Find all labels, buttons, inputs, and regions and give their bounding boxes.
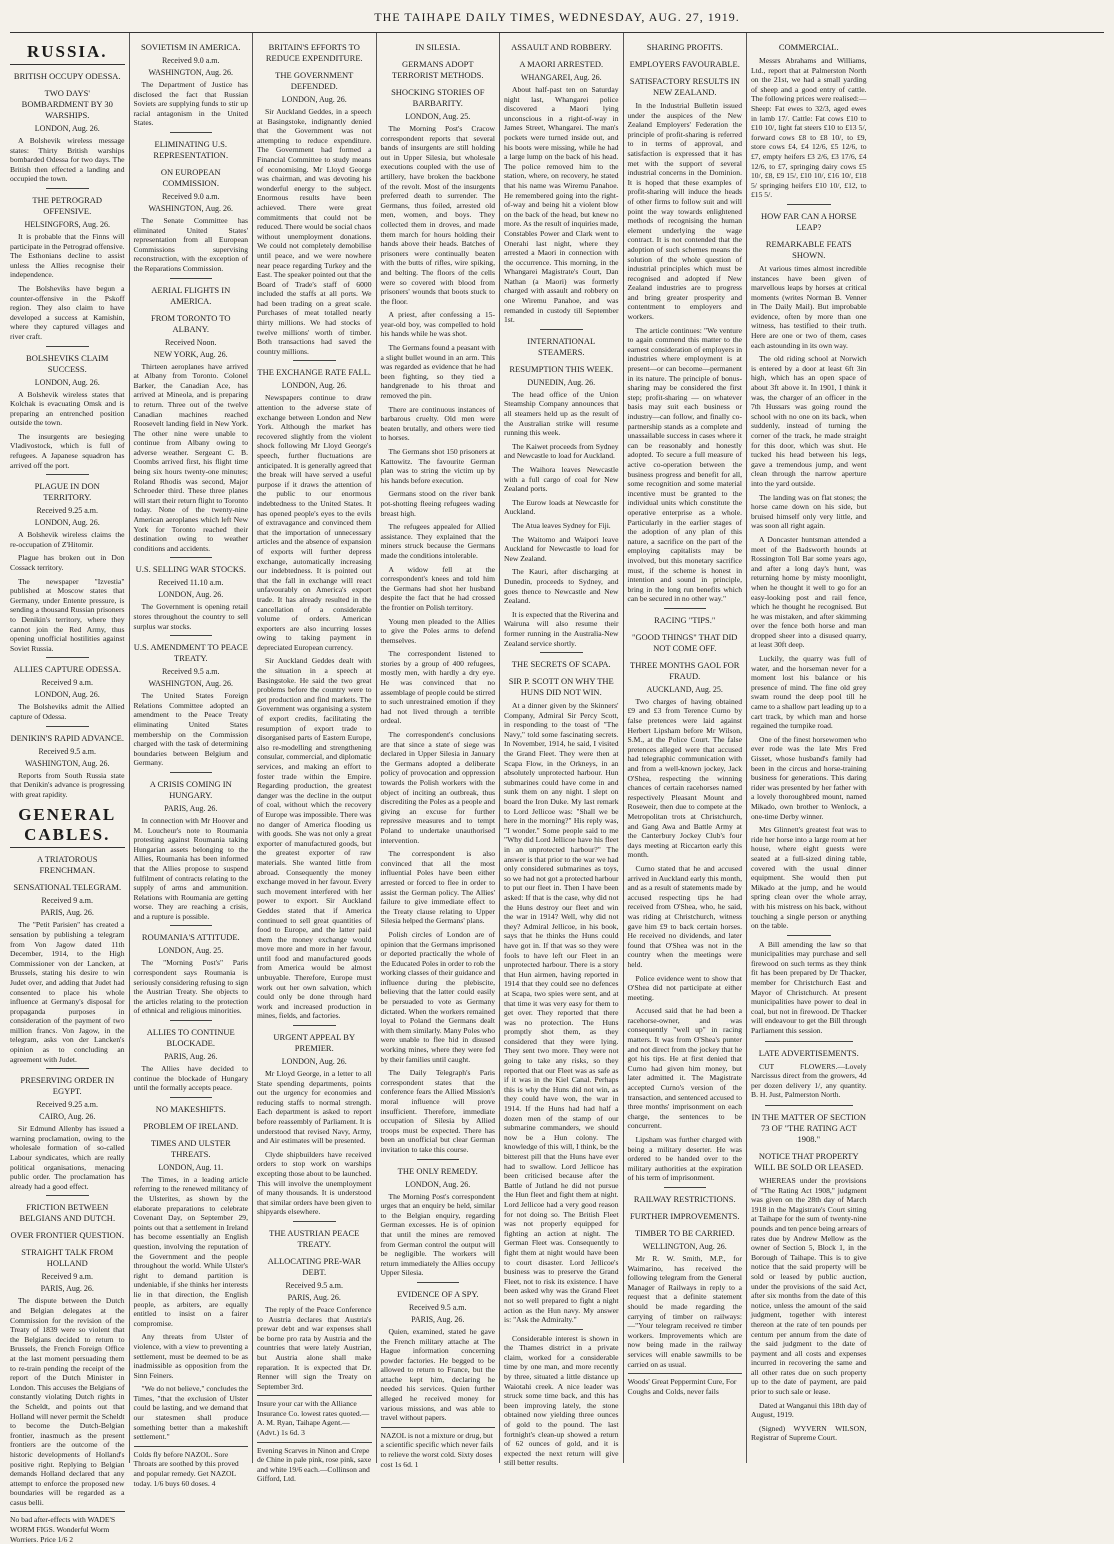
article-text: Mr R. W. Smith, M.P., for Waimarino, has received the following telegram from the General Manager of Railways in reply to a request that a definite statement should be made regarding the carrying of timber on railways: —"Your telegram received re timber workers. Improvements which are now being made in the railway services will enable sawmills to be carried on as usual.: [627, 1253, 742, 1369]
advertisement: Insure your car with the Alliance Insurance Co. lowest rates quoted.—A. M. Ryan, Taihape Agent.—(Advt.) 1s 6d. 3: [257, 1395, 372, 1437]
article-text: A Bill amending the law so that municipalities may purchase and sell firewood on such terms as they think fit has been prepared by Dr Thacker, member for Christchurch East and Mayor of Christchurch. At present municipalities have power to deal in coal, but not in firewood. Dr Thacker will endeavour to get the Bill through Parliament this session.: [751, 939, 867, 1036]
divider: [170, 278, 213, 279]
article-text: A Bolshevik wireless claims the re-occupation of Z'Hitomir.: [10, 530, 125, 549]
article-text: Any threats from Ulster of violence, with a view to preventing a settlement, must be deemed to be as inadmissible as opposition from the Sinn Feiners.: [133, 1332, 248, 1380]
article-text: Sir Auckland Geddes dealt with the situation in a speech at Basingstoke. He said the two great problems before the country were to get production and find markets. The Government was organising a system of export credits, facilitating the resumption of export trade to disorganised parts of Eastern Europe, also re-modelling and strengthening consular, commercial, and diplomatic services, and making an effort to foster trade within the Empire. Regarding production, the greatest danger was the decline in the output of coal, without which the recovery of Europe was impossible. There was no danger of America flooding us with goods. She was not only a great exporter of manufactured goods, but the greatest exporter of raw materials. She wanted little from abroad. Consequently the money exchange moved in her favour. Every such movement interfered with her power to export. Sir Auckland Geddes stated that if America continued to sell great quantities of food to Europe, and the latter paid them the money exchange would move more and more in her favour, until food and manufactured goods from America would be almost unbuyable. Therefore, Europe must work out her own salvation, which could only be done through hard work and increased production in mines, fields, and factories.: [257, 656, 372, 1021]
article-text: A Doncaster huntsman attended a meet of the Badsworth hounds at Rossington Toll Bar some years ago, and after a long day's hunt, was returning home by misty moonlight, when he thought it well to go for an easy-looking post and rail fence, which he thought he recognised. But he was mistaken, and after skimming over the fence both horse and man dropped sheer into a disused quarry, at least 30ft deep.: [751, 534, 867, 650]
subheadline: RESUMPTION THIS WEEK.: [509, 363, 614, 374]
divider: [664, 608, 707, 609]
subheadline: THE GOVERNMENT DEFENDED.: [275, 70, 354, 91]
dateline: LONDON, Aug. 25.: [158, 946, 224, 956]
dateline: PARIS, Aug. 26.: [164, 803, 218, 813]
article-text: Mr Lloyd George, in a letter to all State spending departments, points out the urgency for economies and reducing staffs to normal strength. Each department is asked to report before reassembly of Parliament. It is understood that revised Navy, Army, and Air estimates will be presented.: [257, 1069, 372, 1146]
article-text: Sir Edmund Allenby has issued a warning proclamation, owing to the wholesale formation of so-called Labour syndicates, which are really political organisations, menacing public order. The proclamation has already had a good effect.: [10, 1124, 125, 1191]
article-text: The reply of the Peace Conference to Austria declares that Austria's prewar debt and war expenses shall be borne pro rata by Austria and the countries that were lately Austrian, but Austria alone shall make reparation. It is expected that Dr. Renner will sign the Treaty on September 3rd.: [257, 1304, 372, 1391]
subheadline: FURTHER IMPROVEMENTS.: [629, 1210, 740, 1221]
dateline: LONDON, Aug. 26.: [34, 518, 100, 528]
advertisement: Woods' Great Peppermint Cure, For Coughs and Colds, never fails: [628, 1373, 743, 1396]
dateline: PARIS, Aug. 26.: [40, 1284, 94, 1294]
article-text: Young men pleaded to the Allies to give the Poles arms to defend themselves.: [380, 616, 495, 645]
divider: [170, 772, 213, 773]
headline: ROUMANIA'S ATTITUDE.: [141, 932, 240, 943]
subheadline: EMPLOYERS FAVOURABLE.: [629, 59, 740, 69]
article-text: The United States Foreign Relations Committee adopted an amendment to the Peace Treaty eliminating United States membership on the Commission charged with the task of determining boundaries between Belgium and Germany.: [133, 691, 248, 768]
subheadline: SIR P. SCOTT ON WHY THE HUNS DID NOT WIN.: [508, 676, 614, 698]
article-text: One of the finest horsewomen who ever rode was the late Mrs Fred Gisset, whose husband's family had been in the circus and horse-training business for generations. This daring rider was presented by her father with a lovely thoroughbred mount, named Mikado, own brother to Wenlock, a one-time Derby winner.: [751, 734, 867, 821]
received-time: Received 9.5 a.m.: [408, 1302, 467, 1312]
divider: [46, 1068, 89, 1069]
article-text: It is probable that the Finns will participate in the Petrograd offensive. The Esthonians decline to assist unless the Allies recognise their independence.: [10, 231, 125, 280]
headline: ELIMINATING U.S. REPRESENTATION.: [153, 138, 229, 160]
article-text: The Bolsheviks have begun a counter-offensive in the Pskoff region. They also claim to have developed a success at Kamishin, where they captured villages and river craft.: [10, 283, 125, 341]
received-time: Received 9.0 a.m.: [161, 56, 220, 65]
legal-notice-signature: (Signed) WYVERN WILSON, Registrar of Supreme Court.: [751, 1423, 867, 1443]
dateline: WASHINGTON, Aug. 26.: [148, 203, 234, 213]
article-text: Plague has broken out in Don Cossack territory.: [10, 553, 125, 573]
column-5: [500, 33, 624, 1468]
divider: [765, 1041, 853, 1042]
divider: [417, 1159, 460, 1160]
column-grid: [6, 33, 1108, 1544]
article-text: Police evidence went to show that O'Shea did not participate at either meeting.: [627, 973, 742, 1002]
dateline: AUCKLAND, Aug. 25.: [646, 684, 723, 694]
article-text: Clyde shipbuilders have received orders to stop work on warships excepting those about to be launched. This will involve the unemployment of many thousands. It is understood that similar orders have been given to shipyards elsewhere.: [257, 1149, 372, 1217]
article-text: The Kaiwet proceeds from Sydney and Newcastle to load for Auckland.: [504, 441, 619, 461]
subheadline: PROBLEM OF IRELAND.: [143, 1120, 239, 1131]
divider: [540, 652, 583, 653]
article-text: Messrs Abrahams and Williams, Ltd., report that at Palmerston North on the 21st, we had a small yarding of sheep and a good entry of cattle. The following prices were realised:—Sheep: Fat ewes to 32/3, aged ewes in lamb 17/. Cattle: Fat cows £10 to £10 10/, light fat steers £10 to £13 5/, forward cows £8 to £8 10/, to £9, store cows £4, £4 12/6, £5 12/6, to £7, empty heifers £3 2/6, £3 17/6, £4 12/6, to £7, springing dairy cows £5 10/, £8, £9 15/, £10 10/, £16 10/, £18 5/ springing heifers £10 10/, £12, to £15 5/.: [751, 56, 867, 200]
headline: URGENT APPEAL BY PREMIER.: [273, 1032, 356, 1054]
dateline: LONDON, Aug. 11.: [158, 1162, 224, 1172]
subheadline: NOTICE THAT PROPERTY WILL BE SOLD OR LEASED.: [754, 1151, 864, 1172]
dateline: PARIS, Aug. 26.: [164, 1052, 218, 1062]
article-text: Two charges of having obtained £9 and £3 from Terence Curno by false pretences were laid against Herbert Lipsham before Mr Wilson, S.M., at the Police Court. The false pretences alleged were that accused had telegraphic communication with and from a well-known jockey, Jack O'Shea, respecting the winning chances of certain racehorses named respectively Pleasant Mount and Roseweir, then due to compete at the Metropolitan trots at Christchurch, and Gang Awa and Battle Army at the Canterbury Jockey Club's four days meeting at Riccarton early this month.: [627, 696, 742, 860]
divider: [664, 1187, 707, 1188]
article-text: Sir Auckland Geddes, in a speech at Basingstoke, indignantly denied that the Government was not attempting to reduce expenditure. The Government had formed a Financial Committee to study means of economising. Mr Lloyd George was chairman, and was devoting his wonderful energy to the subject. Enormous results have been achieved. There were great commitments that could not be reduced. There would be social chaos without unemployment donations. We could not completely demobilise until peace, and we were nowhere near peace regarding Turkey and the East. The speaker pointed out that the Board of Trade's staff of 6000 included the staffs at all ports. We had been trading on a great scale. Purchases of meat totalled nearly thirty millions. We had stocks of twelve millions' worth of timber. Both transactions had saved the country millions.: [257, 107, 372, 356]
article-text: The Eurow loads at Newcastle for Auckland.: [504, 497, 619, 517]
column-6: [624, 33, 748, 1463]
subheadline: ON EUROPEAN COMMISSION.: [160, 166, 221, 188]
dateline: DUNEDIN, Aug. 26.: [527, 377, 596, 387]
article-text: The insurgents are besieging Vladivostock, which is full of refugees. A Japanese squadron has arrived off the port.: [10, 431, 125, 470]
dateline: LONDON, Aug. 26.: [34, 690, 100, 700]
headline: HOW FAR CAN A HORSE LEAP?: [760, 210, 857, 232]
headline: RACING "TIPS.": [654, 614, 716, 625]
article-text: Lipsham was further charged with being a military deserter. He was ordered to be handed over to the military authorities at the expiration of his term of imprisonment.: [627, 1135, 742, 1183]
divider: [170, 557, 213, 558]
divider: [46, 188, 89, 189]
divider: [787, 935, 831, 936]
dateline: WHANGAREI, Aug. 26.: [520, 73, 602, 82]
dateline: WASHINGTON, Aug. 26.: [148, 679, 234, 689]
divider: [46, 1195, 89, 1196]
headline: COMMERCIAL.: [778, 42, 839, 52]
dateline: WELLINGTON, Aug. 26.: [642, 1241, 727, 1251]
article-text: The Atua leaves Sydney for Fiji.: [512, 520, 611, 530]
article-text: A widow fell at the correspondent's knees and told him the Germans had shot her husband despite the fact that he had crossed the frontier on Polish territory.: [380, 564, 495, 612]
headline: THE PETROGRAD OFFENSIVE.: [32, 194, 103, 216]
divider: [46, 726, 89, 727]
headline: ALLIES TO CONTINUE BLOCKADE.: [146, 1027, 235, 1049]
article-text: The Allies have decided to continue the blockade of Hungary until the formally accepts peace.: [133, 1064, 248, 1093]
article-text: The newspaper "Izvestia" published at Moscow states that Germany, under Entente pressure, is sending a thousand Russian prisoners to Denikin's territory, where they cannot join the Red Army, thus opening unofficial hostilities against Soviet Russia.: [10, 576, 125, 653]
article-text: A Bolshevik wireless states that Kolchak is evacuating Omsk and is preparing an entrenched position outside the town.: [10, 389, 125, 428]
headline: BOLSHEVIKS CLAIM SUCCESS.: [26, 352, 109, 374]
headline: U.S. AMENDMENT TO PEACE TREATY.: [133, 642, 248, 664]
received-time: Received 9 a.m.: [41, 1272, 94, 1282]
advertisement: NAZOL is not a mixture or drug, but a scientific specific which never fails to relieve the worst cold. Sixty doses cost 1s 6d. 1: [381, 1427, 496, 1469]
subheadline: TWO DAYS' BOMBARDMENT BY 30 WARSHIPS.: [21, 88, 113, 120]
article-text: The "Morning Post's" Paris correspondent says Roumania is seriously considering refusing to sign the Austrian Treaty. She objects to the articles relating to the protection of ethnical and religious minorities.: [133, 958, 248, 1016]
column-2: [130, 33, 254, 1488]
headline: IN SILESIA.: [415, 42, 461, 52]
dateline: LONDON, Aug. 26.: [158, 590, 224, 600]
article-text: About half-past ten on Saturday night last, Whangarei police discovered a Maori lying unconscious in a right-of-way in James Street, Whangarei. The man's pockets were turned inside out, and his boots were missing, while he had a large lump on the back of his head. The police removed him to the station, where, on recovery, he stated that his name was Wiremu Panahoe. He remembered going into the right-of-way and being hit a violent blow on the back of the head, but knew no more. As the result of inquiries made, Constables Power and Clark went to Onerahi last night, where they arrested a Maori in connection with the occurrence. This morning, in the Whangarei Magistrate's Court, Dan Nathan (a Maori) was formerly charged with assault and robbery on one Wiremu Panahoe, and was remanded in custody till September 1st.: [504, 85, 619, 325]
dateline: PARIS, Aug. 26.: [287, 1292, 341, 1302]
headline: A TRIATOROUS FRENCHMAN.: [37, 854, 98, 876]
divider: [765, 1105, 853, 1106]
article-text: The Senate Committee has eliminated United States' representation from all European Commissions supervising reconstruction, with the exception of the Reparations Commission.: [133, 215, 248, 273]
received-time: Received 9.5 a.m.: [38, 746, 97, 756]
headline: THE SECRETS OF SCAPA.: [511, 659, 611, 670]
headline: THE EXCHANGE RATE FALL.: [257, 367, 372, 378]
section-heading-russia: RUSSIA.: [10, 42, 125, 65]
divider: [787, 204, 831, 205]
headline: U.S. SELLING WAR STOCKS.: [135, 564, 246, 575]
article-text: In the Industrial Bulletin issued under the auspices of the New Zealand Employers' Federation the principle of profit-sharing is referred to in terms of approval, and satisfaction is expressed that it has met with the support of several industrial concerns in the Dominion. It is hoped that these examples of profit-sharing will induce the heads of other firms to follow suit and will point the way towards enlightened methods of recognising the human element underlying the wage contract. It is not contended that the adoption of such schemes means the solution of the whole question of industrial principles which must be recognised and adopted if New Zealand industries are to progress and bring greater prosperity and contentment to employers and workers.: [627, 101, 742, 322]
article-text: The Government is opening retail stores throughout the country to sell surplus war stocks.: [133, 602, 248, 631]
dateline: WASHINGTON, Aug. 26.: [148, 68, 234, 77]
article-text: The Kauri, after discharging at Dunedin, proceeds to Sydney, and goes thence to Newcastle and New Zealand.: [504, 567, 619, 606]
article-text: The dispute between the Dutch and Belgian delegates at the Commission for the revision of the Treaty of 1839 were so violent that the Belgians decided to return to Brussels, the French Foreign Office at the last moment persuading them to re-train pending the receipt of the report of the Dutch Minister in London. This accuses the Belgians of constantly violating Dutch rights in the Scheldt, and points out that Holland will never permit the Scheldt to become the Dutch-Belgian frontier, inasmuch as the present frontiers are the outcome of the historic developments of Holland's positive right. Replying to Belgian demands Holland declared that any attempt to enforce the proposed new boundaries will be regarded as a casus belli.: [10, 1296, 125, 1507]
dateline: CAIRO, Aug. 26.: [39, 1112, 96, 1122]
article-text: The landing was on flat stones; the horse came down on his side, but bruised himself only very little, and was soon all right again.: [751, 492, 867, 531]
subheadline: SATISFACTORY RESULTS IN NEW ZEALAND.: [629, 76, 740, 97]
legal-notice-date: Dated at Wanganui this 18th day of August, 1919.: [751, 1400, 867, 1420]
received-time: Received 9 a.m.: [41, 678, 94, 688]
article-text: There are continuous instances of barbarous cruelty. Old men were beaten brutally, and others were tied to horses.: [380, 404, 495, 443]
divider: [540, 329, 583, 330]
article-text: The Germans shot 150 prisoners at Kattowitz. The favourite German plan was to string the victim up by his hands before execution.: [380, 447, 495, 485]
subheadline: OVER FRONTIER QUESTION.: [10, 1230, 125, 1241]
subheadline: STRAIGHT TALK FROM HOLLAND: [21, 1247, 114, 1269]
headline: IN THE MATTER OF SECTION 73 OF "THE RATING ACT 1908.": [751, 1112, 867, 1144]
advertisement: No bad after-effects with WADE'S WORM FIGS. Wonderful Worm Worriers. Price 1/6 2: [10, 1511, 125, 1544]
advertisement: Evening Scarves in Ninon and Crepe de Chine in pale pink, rose pink, saxe and white 19/6 each.—Collinson and Gifford, Ltd.: [257, 1442, 372, 1484]
article-text: The Department of Justice has disclosed the fact that Russian Soviets are supplying funds to stir up racial antagonism in the United States.: [133, 80, 248, 128]
article-text: The article continues: "We venture to again commend this matter to the earnest consideration of employers in industries where employment is at present—or can become—permanent in its nature. The principle of bonus-sharing may be considered the first step; profit-sharing — on whatever basis may suit each business or industry—can follow, and finally co-partnership stands as a complete and unassailable success in cases where it can be reasonably and honestly adopted. To secure a full measure of active co-operation between the business progress and benefit for all, some recognition and some material incentive must be granted to the individual units which constitute the operative enterprise as a whole. Particularly in the earlier stages of the adoption of any plan of this nature, a sacrifice on the part of the employing capitalists may be involved, but this monetary sacrifice must, if the scheme is honest in intention and sound in principle, bring in the long run benefits which can be secured in no other way.": [627, 325, 742, 604]
headline: THE AUSTRIAN PEACE TREATY.: [269, 1227, 360, 1249]
divider: [417, 1282, 460, 1283]
legal-notice-text: WHEREAS under the provisions of "The Rating Act 1908," judgment was given on the 28th day of March 1918 in the Magistrate's Court sitting at Taihape for the sum of twenty-nine pounds and ten pence being arrears of rates due by Andrew Mellow as the owner of Section 5, Block 1, in the Borough of Taihape. This is to give notice that the said property will be sold or leased by public auction, under the provisions of the said Act, after six months from the date of this notice, unless the amount of the said judgment, together with interest thereon at the rate of ten pounds per centum per annum from the date of the said judgment to the date of payment and all costs and expenses incurred in recovering the same and all other rates due on such property up to the date of payment, are paid prior to such sale or lease.: [751, 1176, 867, 1397]
headline: AERIAL FLIGHTS IN AMERICA.: [151, 284, 231, 306]
article-text: Thirteen aeroplanes have arrived at Albany from Toronto. Colonel Barker, the Canadian Ace, has arrived at Mineola, and is preparing to return. Three out of the twelve Canadian machines reached Roosevelt landing field in New York. The other nine were unable to continue from Albany owing to adverse weather. Sergeant C. B. Coombs arrived first, his flight time being six hours twenty-one minutes; Roland Rhodis was second, Major Schroeder third. These three planes will start their return flight to Toronto today. None of the twenty-nine American aeroplanes which left New York for Toronto reached their destination owing to weather conditions and accidents.: [133, 361, 248, 553]
headline: RAILWAY RESTRICTIONS.: [633, 1193, 736, 1204]
headline: BRITAIN'S EFFORTS TO REDUCE EXPENDITURE.: [265, 42, 363, 63]
headline: PRESERVING ORDER IN EGYPT.: [20, 1075, 115, 1097]
article-text: The Times, in a leading article referring to the renewed militancy of the Ulsterites, as shown by the elaborate preparations to celebrate Covenant Day, on September 29, points out that a settlement in Ireland has become essentially an English question, involving the reputation of the Government and the people throughout the world. While Ulster's right to demand partition is undeniable, if she thinks her interests lie in that direction, the English people, as arbiters, are equally entitled to insist on a fairer compromise.: [133, 1174, 248, 1328]
article-text: Curno stated that he and accused arrived in Auckland early this month, and as a result of statements made by accused respecting tips he had received from O'Shea, who, he said, was riding at Christchurch, witness gave him £9 to back certain horses. He received no dividends, and later found that O'Shea was not in the country when the meetings were held.: [627, 863, 742, 969]
dateline: LONDON, Aug. 26.: [34, 377, 100, 387]
received-time: Received 9.5 a.m.: [161, 667, 220, 677]
article-text: The correspondent's conclusions are that since a state of siege was declared in Upper Silesia in January the Germans adopted a deliberate policy of provocation and oppression towards the Polish workers with the object of inciting an outbreak, thus discrediting the Poles as a people and giving an excuse for further repressive measures and to tempt Poland to undertake unauthorised intervention.: [380, 730, 495, 845]
subheadline: GERMANS ADOPT TERRORIST METHODS.: [392, 59, 484, 80]
article-text: The correspondent is also convinced that all the most influential Poles have been either arrested or forced to flee in order to assist the German policy. The Allies' failure to give immediate effect to the Treaty clause relating to Upper Silesia helped the Germans' plans.: [380, 849, 495, 926]
article-text: A priest, after confessing a 15-year-old boy, was compelled to hold his hands while he was shot.: [380, 310, 495, 339]
subheadline: THREE MONTHS GAOL FOR FRAUD.: [630, 659, 740, 681]
article-text: Mrs Glinnett's greatest feat was to ride her horse into a large room at her house, where eight guests were seated at a full-sized dining table, covered with the usual dinner equipment. She would then put Mikado at the jump, and he would spring clean over the whole array, with his mistress on his back, without touching a single person or anything on the table.: [751, 825, 867, 931]
headline: THE ONLY REMEDY.: [397, 1165, 478, 1176]
divider: [46, 657, 89, 658]
headline: NO MAKESHIFTS.: [155, 1103, 226, 1114]
received-time: Received Noon.: [164, 337, 217, 347]
subheadline: FROM TORONTO TO ALBANY.: [150, 312, 231, 334]
article-text: The "Petit Parisien" has created a sensation by publishing a telegram from Von Jagow dated 11th December, 1914, to the High Commissioner von der Lancken, at Brussels, stating his desire to win Judet over, and adding that Judet had consented to place his whole influence at Germany's disposal for propaganda purposes in consideration of the payment of two million francs. Von Jagow, in the telegram, asks von der Lancken's opinion as to concluding an agreement with Judet.: [10, 920, 125, 1064]
article-text: Quien, examined, stated he gave the French military attache at The Hague information concerning powder factories. He begged to be allowed to return to France, but the attache kept him, declaring he needed his services. Quien further alleged he received money for various missions, and was able to travel without papers.: [380, 1326, 495, 1423]
article-text: The Germans found a peasant with a slight bullet wound in an arm. This was regarded as evidence that he had been fighting, so they tied a handgrenade to his throat and removed the pin.: [380, 343, 495, 401]
dateline: LONDON, Aug. 26.: [34, 124, 100, 133]
subheadline: REMARKABLE FEATS SHOWN.: [765, 238, 852, 260]
article-text: The Morning Post's correspondent urges that an enquiry be held, similar to the Belgian enquiry, regarding German excesses. He is of opinion that until the mines are removed from German control the output will be negligible. The workers will return immediately the Allies occupy Upper Silesia.: [380, 1191, 495, 1278]
section-heading-general-cables: GENERAL CABLES.: [10, 805, 125, 848]
divider: [293, 360, 336, 361]
headline: LATE ADVERTISEMENTS.: [758, 1047, 859, 1058]
article-text: The Bolsheviks admit the Allied capture of Odessa.: [10, 702, 125, 721]
dateline: NEW YORK, Aug. 26.: [153, 349, 228, 359]
advertisement: CUT FLOWERS.—Lovely Narcissus direct from the growers, 4d per dozen delivery 1/, any quantity. B. H. Just, Palmerston North.: [751, 1061, 867, 1100]
article-text: Polish circles of London are of opinion that the Germans imprisoned or deported practically the whole of the Educated Poles in order to rob the working classes of their guidance and influence during the plebiscite, believing that the latter could easily be persuaded to vote as Germany dictated. When the workers remained loyal to Poland the Germans dealt with them similarly. Many Poles who were unable to flee hid in disused working mines, where they were fed by their families until caught.: [380, 929, 496, 1064]
article-text: Reports from South Russia state that Denikin's advance is progressing with great rapidity.: [10, 770, 125, 799]
article-text: The Daily Telegraph's Paris correspondent states that the conference fears the Allied Mission's moral influence will prove insufficient. Therefore, immediate occupation of Silesia by Allied troops must be expected. There has been an unofficial but clear German invitation to take this course.: [380, 1068, 495, 1154]
divider: [293, 1221, 336, 1222]
article-text: "We do not believe," concludes the Times, "that the exclusion of Ulster could be lasting, and we demand that our statesmen shall produce something better than a makeshift settlement.": [133, 1384, 248, 1442]
headline: SOVIETISM IN AMERICA.: [141, 42, 241, 52]
dateline: WASHINGTON, Aug. 26.: [24, 758, 110, 768]
article-text: The old riding school at Norwich is entered by a door at least 6ft 3in high, which has an open space of about 3ft above it. In 1901, I think it was, the charger of an officer in the 7th Hussars was going round the school with no one on its back, when suddenly, instead of turning the corner of the track, he made straight for this door, which was shut. He tucked his head between his legs, gave a tremendous jump, and went clean through the narrow aperture into the yard outside.: [751, 354, 867, 488]
dateline: LONDON, Aug. 26.: [281, 381, 347, 391]
headline: ASSAULT AND ROBBERY.: [511, 42, 612, 52]
article-text: The refugees appealed for Allied assistance. They explained that the miners struck because the Germans made the conditions intolerable.: [380, 522, 495, 560]
dateline: HELSINGFORS, Aug. 26.: [24, 219, 111, 229]
advertisement: Colds fly before NAZOL. Sore Throats are soothed by this proved and popular remedy. Get NAZOL today. 1/6 buys 60 doses. 4: [134, 1446, 249, 1488]
article-text: Newspapers continue to draw attention to the adverse state of exchange between London and New York. Although the market has recovered slightly from the violent shock following Mr Lloyd George's speech, further fluctuations are anticipated. It is generally agreed that the break will have served a useful purpose if it draws the attention of the public to our enormous indebtedness to the United States. It has opened people's eyes to the evils of extravagance and convinced them that the importation of unnecessary articles and the absence of expansion of exports will further depress exchange, automatically increasing our indebtedness. It is pointed out that the fall in exchange will react unfavourably on America's export trade. It has already resulted in the cancellation of a considerable volume of orders. American exporters are also incurring losses owing to taking payment in depreciated European currency.: [257, 393, 372, 652]
dateline: LONDON, Aug. 25.: [405, 112, 471, 121]
divider: [46, 346, 89, 347]
divider: [540, 1329, 583, 1330]
subheadline: ALLOCATING PRE-WAR DEBT.: [267, 1255, 361, 1277]
headline: A CRISIS COMING IN HUNGARY.: [149, 778, 232, 800]
subheadline: TIMBER TO BE CARRIED.: [634, 1227, 735, 1238]
dateline: LONDON, Aug. 26.: [281, 1057, 347, 1067]
subheadline: SHOCKING STORIES OF BARBARITY.: [391, 87, 485, 108]
column-4: [377, 33, 501, 1469]
masthead: THE TAIHAPE DAILY TIMES, WEDNESDAY, AUG. 27, 1919.: [10, 0, 1104, 33]
article-text: Germans stood on the river bank pot-shotting fleeing refugees wading breast high.: [380, 489, 495, 518]
headline: FRICTION BETWEEN BELGIANS AND DUTCH.: [19, 1202, 116, 1224]
article-text: It is expected that the Riverina and Wairuna will also resume their former running in the Australia-New Zealand service shortly.: [504, 609, 619, 648]
divider: [170, 1020, 213, 1021]
article-text: The correspondent listened to stories by a group of 400 refugees, mostly men, with hardly a dry eye. He was convinced that no assemblage of people could be stirred to such unrestrained emotion if they had not lived through a terrible ordeal.: [380, 649, 495, 726]
dateline: PARIS, Aug. 26.: [40, 908, 94, 918]
received-time: Received 9.0 a.m.: [161, 191, 220, 201]
received-time: Received 9.25 a.m.: [36, 1100, 99, 1110]
article-text: At a dinner given by the Skinners' Company, Admiral Sir Percy Scott, in responding to the toast of "The Navy," told some fascinating secrets. In November, 1914, he said, I visited the Grand Fleet. They were then at Scapa Flow, in the Orkneys, in an absolutely unprotected harbour. Hun submarines could have come in and sunk them on any night. I slept on board the Iron Duke. My last remark to Lord Jellicoe was: "Shall we be here in the morning?" His reply was, "I wonder." Some people said to me "Why did Lord Jellicoe have his fleet in an unprotected harbour?" The answer is that prior to the war we had only considered submarines as toys, so we had not got a protected harbour to put our fleet in. Then I have been asked: If that is the case, why did not the Huns destroy our fleet and win the war in 1914? Well, why did not they? Admiral Jellicoe, in his book, says that he thinks the Huns could have got in. If that was so they were fools to have left our Fleet in an unprotected harbour. There is a story that Hun airmen, having reported in 1914 that they could see no defences at Scapa, two spies were sent, and at that time it was very easy for them to get over. They reported that there was no protection. The Huns promptly shot them, as they considered that they were lying. They sent two more. They were not going to take any risks, so they reported that our Fleet was as safe as if it was in the Kiel Canal. Perhaps this is why the Huns did not win, as they could have won, the war in 1914. If the Huns had had half a dozen men of the stamp of our submarine commanders, we should now be a Hun colony. The knowledge of this will, I think, be the bitterest pill that the Huns have ever had to swallow. Lord Jellicoe has been criticised because after the Battle of Jutland he did not pursue the Hun fleet and fight them at night. Lord Jellicoe had a very good reason for not doing so. The British Fleet was not properly equipped for fighting an action at night. The German Fleet was. Consequently to fight them at night would have been to court disaster. Lord Jellicoe's business was to preserve the Grand Fleet, not to risk its existence. I have been asked why was the Grand Fleet not so well prepared to fight a night action as the Hun navy. My answer is: "Ask the Admiralty.": [504, 701, 619, 1325]
headline: ALLIES CAPTURE ODESSA.: [13, 664, 121, 675]
subheadline: "GOOD THINGS" THAT DID NOT COME OFF.: [632, 631, 738, 653]
headline: DENIKIN'S RAPID ADVANCE.: [10, 732, 125, 743]
article-text: In connection with Mr Hoover and M. Loucheur's note to Roumania protesting against Roumania taking Hungarian assets belonging to the Allies, Roumania has been informed that the Allies propose to suspend fulfilment of contracts relating to the supply of arms and ammunition. Relations with Roumania are getting worse. They are reaching a crisis, and a rupture is possible.: [133, 815, 248, 921]
received-time: Received 11.10 a.m.: [158, 578, 224, 588]
headline: EVIDENCE OF A SPY.: [396, 1288, 479, 1299]
article-text: The head office of the Union Steamship Company announces that all steamers held up as the result of the Australian strike will resume running this week.: [504, 389, 619, 438]
article-text: Luckily, the quarry was full of water, and the horseman never for a moment lost his balance or his presence of mind. The fine old grey swam round the deep pool till he came to a shallow part leading up to a cart track, by which man and horse regained the turnpike road.: [751, 654, 867, 731]
subheadline: SENSATIONAL TELEGRAM.: [13, 882, 122, 893]
divider: [293, 1025, 336, 1026]
divider: [170, 925, 213, 926]
column-7: [747, 33, 871, 1463]
headline: SHARING PROFITS.: [646, 42, 723, 52]
article-text: The Waitomo and Waipori leave Auckland for Newcastle to load for New Zealand.: [504, 534, 619, 563]
dateline: LONDON, Aug. 26.: [405, 1179, 471, 1189]
headline: BRITISH OCCUPY ODESSA.: [13, 71, 121, 81]
dateline: LONDON, Aug. 26.: [281, 95, 347, 104]
headline: INTERNATIONAL STEAMERS.: [527, 335, 596, 357]
column-3: [253, 33, 377, 1484]
subheadline: TIMES AND ULSTER THREATS.: [150, 1137, 231, 1159]
column-1: [6, 33, 130, 1544]
subheadline: A MAORI ARRESTED.: [519, 59, 604, 69]
article-text: At various times almost incredible instances have been given of marvellous leaps by horses at critical moments (writes Norman B. Venner in The Daily Mail). But improbable evidence, often by more than one witness, has testified to their truth. Here are one or two of them, cases each astounding in its own way.: [751, 263, 867, 350]
divider: [46, 474, 89, 475]
received-time: Received 9 a.m.: [41, 896, 94, 906]
article-text: A Bolshevik wireless message states: Thirty British warships bombarded Odessa for two days. The British then effected a landing and occupied the town.: [10, 136, 125, 184]
received-time: Received 9.5 a.m.: [285, 1280, 344, 1290]
divider: [170, 1097, 213, 1098]
article-text: Considerable interest is shown in the Thames district in a private claim, worked for a considerable time by one man, and more recently by three, situated a little distance up Waiotahi creek. A nice leader was struck some time back, and this has been improving lately, the stone obtained now yielding three ounces of gold to the pound. The last fortnight's clean-up showed a return of 62 ounces of gold, and it is expected the next return will give still better results.: [504, 1333, 619, 1468]
article-text: The Morning Post's Cracow correspondent reports that several bands of insurgents are still holding out in Upper Silesia, but wholesale executions coupled with the use of artillery, have broken the backbone of the revolt. Most of the insurgents preferred death to surrender. The Germans, thus foiled, arrested old men, women, and boys. They collected them in droves, and made them march for hours holding their hands above their heads. Batches of prisoners were continually beaten with the butts of rifles, wire spiking, and belting. The floors of the cells were so covered with blood from prisoners' wounds that boots stuck to the floor.: [380, 124, 495, 306]
article-text: Accused said that he had been a racehorse-owner, and was consequently "well up" in racing matters. It was from O'Shea's punter and not direct from the jockey that he got his tips. He at first denied that Curno had given him money, but later admitted it. The Magistrate accepted Curno's version of the transaction, and sentenced accused to three months' imprisonment on each charge, the sentences to be concurrent.: [627, 1006, 742, 1131]
headline: PLAGUE IN DON TERRITORY.: [34, 481, 100, 503]
divider: [170, 635, 213, 636]
received-time: Received 9.25 a.m.: [36, 506, 99, 516]
dateline: PARIS, Aug. 26.: [411, 1314, 465, 1324]
article-text: The Waihora leaves Newcastle with a full cargo of coal for New Zealand ports.: [504, 465, 619, 494]
divider: [170, 132, 213, 133]
